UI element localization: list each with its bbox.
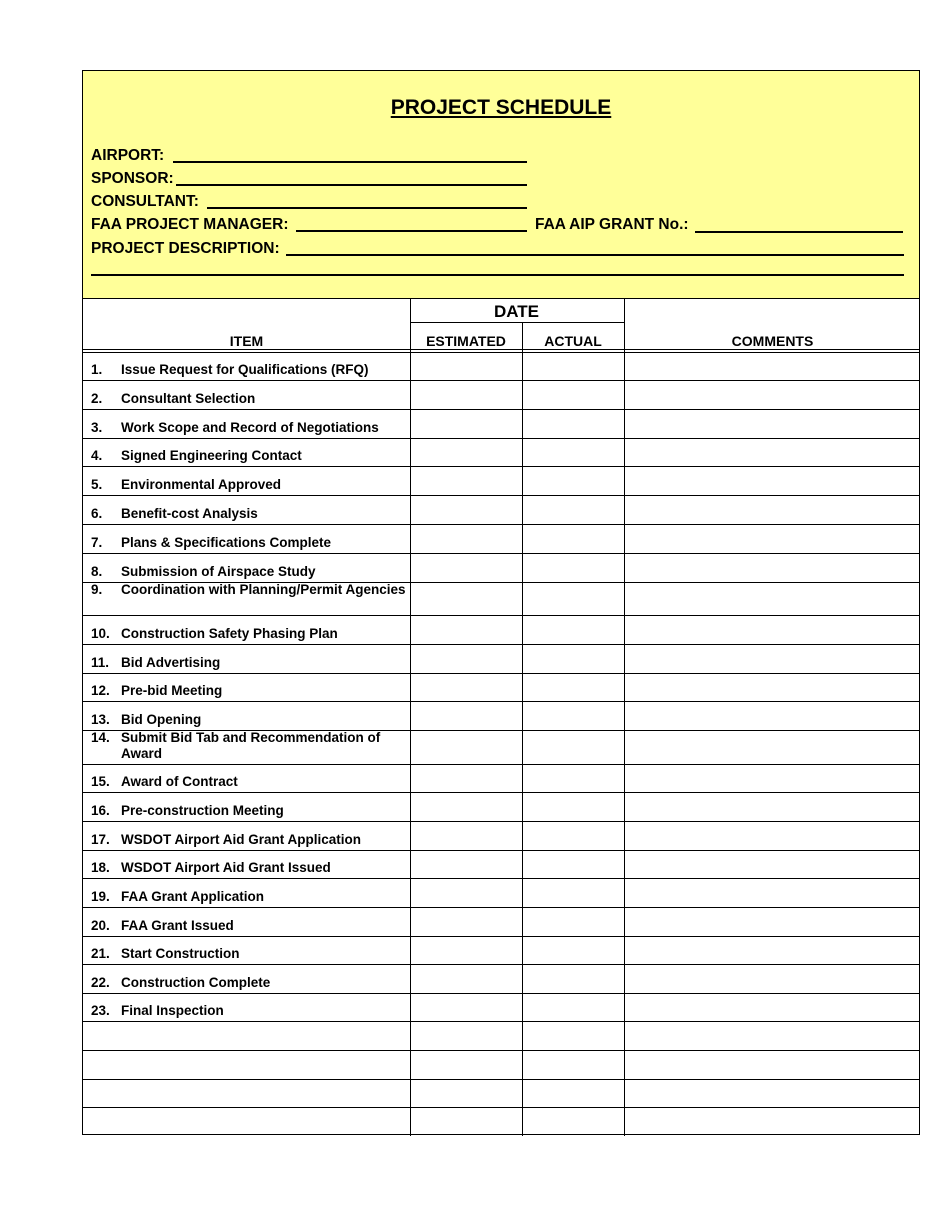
table-row xyxy=(83,1021,919,1050)
faa-project-manager-field[interactable] xyxy=(296,230,527,232)
table-row xyxy=(83,730,919,764)
item-number: 23. xyxy=(91,1003,110,1018)
table-row xyxy=(83,524,919,553)
estimated-header: ESTIMATED xyxy=(426,333,506,349)
item-text: Construction Complete xyxy=(121,975,271,990)
item-number: 18. xyxy=(91,860,110,875)
project-description-field-line-2[interactable] xyxy=(91,274,904,276)
table-row xyxy=(83,380,919,409)
item-number: 13. xyxy=(91,712,110,727)
row-divider xyxy=(83,1107,919,1108)
table-row xyxy=(83,907,919,936)
item-number: 8. xyxy=(91,564,103,579)
item-number: 2. xyxy=(91,391,103,406)
item-number: 15. xyxy=(91,774,110,789)
table-row xyxy=(83,1050,919,1079)
item-number: 7. xyxy=(91,535,103,550)
item-text: Final Inspection xyxy=(121,1003,224,1018)
table-row xyxy=(83,821,919,850)
actual-header: ACTUAL xyxy=(544,333,602,349)
faa-project-manager-label: FAA PROJECT MANAGER: xyxy=(91,216,289,233)
item-text: WSDOT Airport Aid Grant Application xyxy=(121,832,361,847)
item-number: 22. xyxy=(91,975,110,990)
item-text: FAA Grant Issued xyxy=(121,918,234,933)
header-rule-top xyxy=(83,349,919,350)
table-row xyxy=(83,850,919,878)
item-number: 4. xyxy=(91,448,103,463)
table-row xyxy=(83,438,919,466)
item-text: Issue Request for Qualifications (RFQ) xyxy=(121,362,369,377)
item-header: ITEM xyxy=(229,333,264,349)
table-row xyxy=(83,673,919,701)
table-row xyxy=(83,409,919,438)
header-divider xyxy=(83,298,919,299)
item-text: Consultant Selection xyxy=(121,391,256,406)
item-text: WSDOT Airport Aid Grant Issued xyxy=(121,860,331,875)
item-text: Work Scope and Record of Negotiations xyxy=(121,420,379,435)
project-schedule-form xyxy=(82,70,920,1135)
table-row xyxy=(83,701,919,730)
item-number: 6. xyxy=(91,506,103,521)
project-description-label: PROJECT DESCRIPTION: xyxy=(91,240,280,257)
item-text: Environmental Approved xyxy=(121,477,282,492)
consultant-field[interactable] xyxy=(207,207,527,209)
item-text: Coordination with Planning/Permit Agencies xyxy=(121,582,406,597)
project-description-field[interactable] xyxy=(286,254,904,256)
item-number: 1. xyxy=(91,362,103,377)
date-header: DATE xyxy=(493,302,539,321)
item-number: 11. xyxy=(91,655,110,670)
item-number: 9. xyxy=(91,582,103,597)
consultant-label: CONSULTANT: xyxy=(91,193,199,210)
page-title: PROJECT SCHEDULE xyxy=(390,96,612,119)
item-text: Pre-bid Meeting xyxy=(121,683,223,698)
faa-aip-grant-field[interactable] xyxy=(695,231,903,233)
table-row xyxy=(83,878,919,907)
faa-aip-grant-label: FAA AIP GRANT No.: xyxy=(535,216,689,233)
item-text: Construction Safety Phasing Plan xyxy=(121,626,338,641)
table-row xyxy=(83,792,919,821)
table-row xyxy=(83,993,919,1021)
sponsor-label: SPONSOR: xyxy=(91,170,174,187)
item-text: Award of Contract xyxy=(121,774,238,789)
table-row xyxy=(83,495,919,524)
item-text: Submit Bid Tab and Recommendation of Award xyxy=(121,730,381,761)
table-row xyxy=(83,936,919,964)
date-underline xyxy=(410,322,624,323)
sponsor-field[interactable] xyxy=(176,184,527,186)
item-text: Bid Opening xyxy=(121,712,202,727)
item-number: 16. xyxy=(91,803,110,818)
item-number: 17. xyxy=(91,832,110,847)
item-text: Pre-construction Meeting xyxy=(121,803,284,818)
item-number: 19. xyxy=(91,889,110,904)
item-number: 3. xyxy=(91,420,103,435)
item-text: Submission of Airspace Study xyxy=(121,564,316,579)
table-row xyxy=(83,644,919,673)
item-number: 20. xyxy=(91,918,110,933)
item-number: 14. xyxy=(91,730,110,745)
table-row xyxy=(83,582,919,615)
item-number: 21. xyxy=(91,946,110,961)
comments-header: COMMENTS xyxy=(731,333,814,349)
item-number: 10. xyxy=(91,626,110,641)
item-text: Bid Advertising xyxy=(121,655,221,670)
airport-label: AIRPORT: xyxy=(91,147,165,164)
form-header xyxy=(83,71,919,299)
item-number: 5. xyxy=(91,477,103,492)
airport-field[interactable] xyxy=(173,161,527,163)
item-text: Benefit-cost Analysis xyxy=(121,506,258,521)
table-row xyxy=(83,615,919,644)
item-text: Signed Engineering Contact xyxy=(121,448,302,463)
item-text: Start Construction xyxy=(121,946,240,961)
table-row xyxy=(83,964,919,993)
item-number: 12. xyxy=(91,683,110,698)
table-row xyxy=(83,1079,919,1107)
item-text: FAA Grant Application xyxy=(121,889,265,904)
table-row xyxy=(83,553,919,582)
table-row xyxy=(83,764,919,792)
item-text: Plans & Specifications Complete xyxy=(121,535,332,550)
table-row xyxy=(83,352,919,380)
table-row xyxy=(83,466,919,495)
